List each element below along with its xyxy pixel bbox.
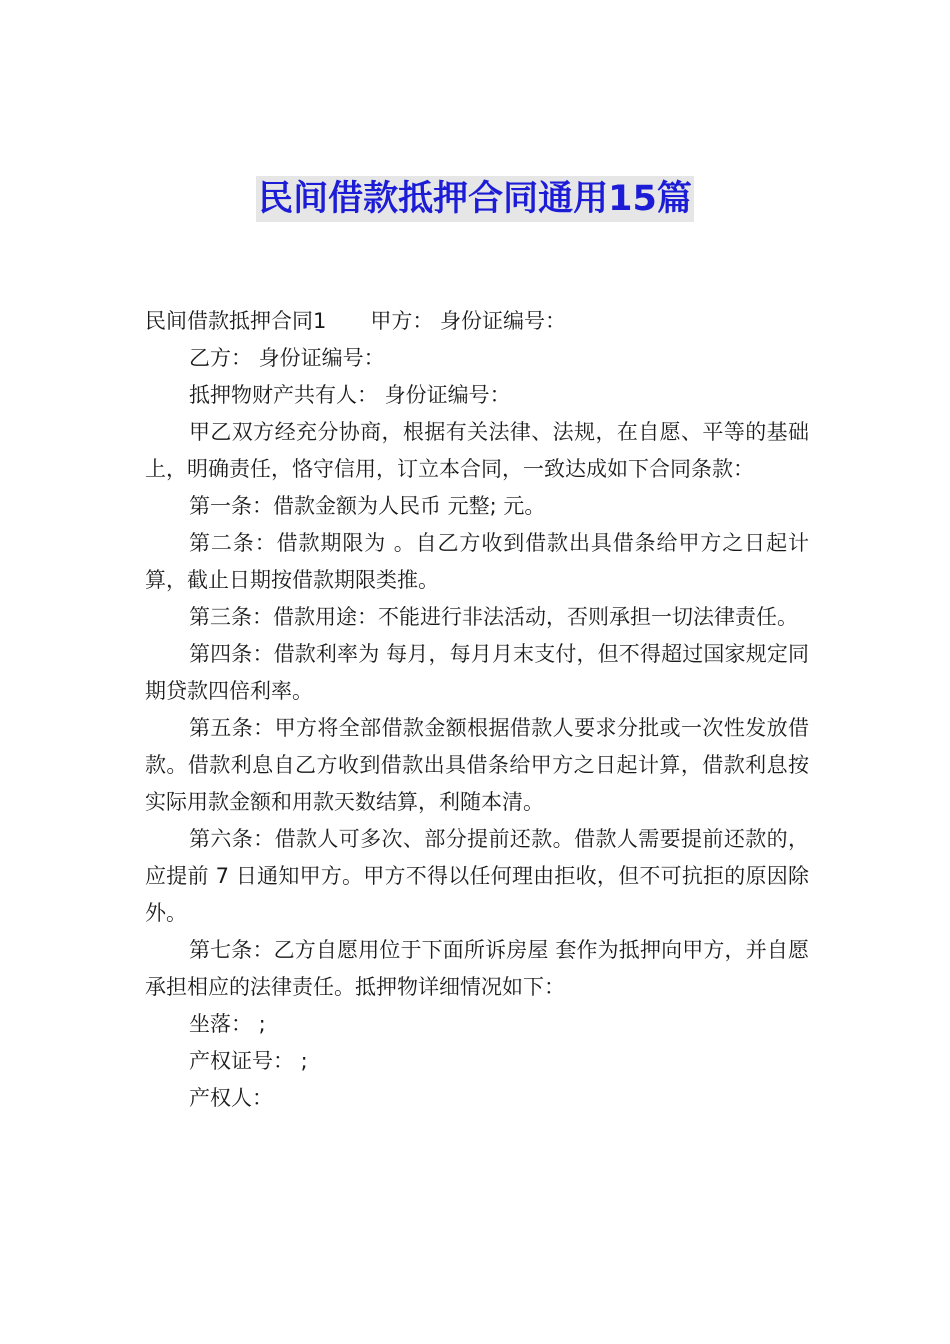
paragraph: 抵押物财产共有人： 身份证编号：: [189, 383, 511, 407]
paragraph: 第六条：借款人可多次、部分提前还款。借款人需要提前还款的，应提前 7 日通知甲方。甲方不得以任何理由拒收，但不可抗拒的原因除外。: [145, 827, 809, 925]
paragraph: 第一条：借款金额为人民币 元整; 元。: [189, 494, 546, 518]
document-body: [145, 303, 809, 1117]
paragraph: 乙方： 身份证编号：: [189, 346, 385, 370]
contract-heading: 民间借款抵押合同1: [145, 309, 327, 333]
paragraph: 第四条：借款利率为 每月，每月月末支付，但不得超过国家规定同期贷款四倍利率。: [145, 642, 809, 703]
document-title: 民间借款抵押合同通用15篇: [256, 176, 694, 222]
paragraph: 第三条：借款用途：不能进行非法活动，否则承担一切法律责任。: [189, 605, 798, 629]
first-line: [145, 303, 809, 340]
paragraph: 产权人：: [189, 1086, 273, 1110]
paragraph: 甲乙双方经充分协商，根据有关法律、法规，在自愿、平等的基础上，明确责任，恪守信用，订立本合同，一致达成如下合同条款：: [145, 420, 809, 481]
party-a-line: 甲方： 身份证编号：: [370, 309, 567, 333]
paragraph: 第七条：乙方自愿用位于下面所诉房屋 套作为抵押向甲方，并自愿承担相应的法律责任。抵押物详细情况如下：: [145, 938, 809, 999]
paragraph: 第五条：甲方将全部借款金额根据借款人要求分批或一次性发放借款。借款利息自乙方收到借款出具借条给甲方之日起计算，借款利息按实际用款金额和用款天数结算，利随本清。: [145, 716, 809, 814]
paragraph: 坐落： ;: [189, 1012, 266, 1036]
paragraph: 产权证号： ;: [189, 1049, 308, 1073]
paragraph: 第二条：借款期限为 。自乙方收到借款出具借条给甲方之日起计算，截止日期按借款期限类推。: [145, 531, 809, 592]
title-container: [0, 176, 950, 222]
